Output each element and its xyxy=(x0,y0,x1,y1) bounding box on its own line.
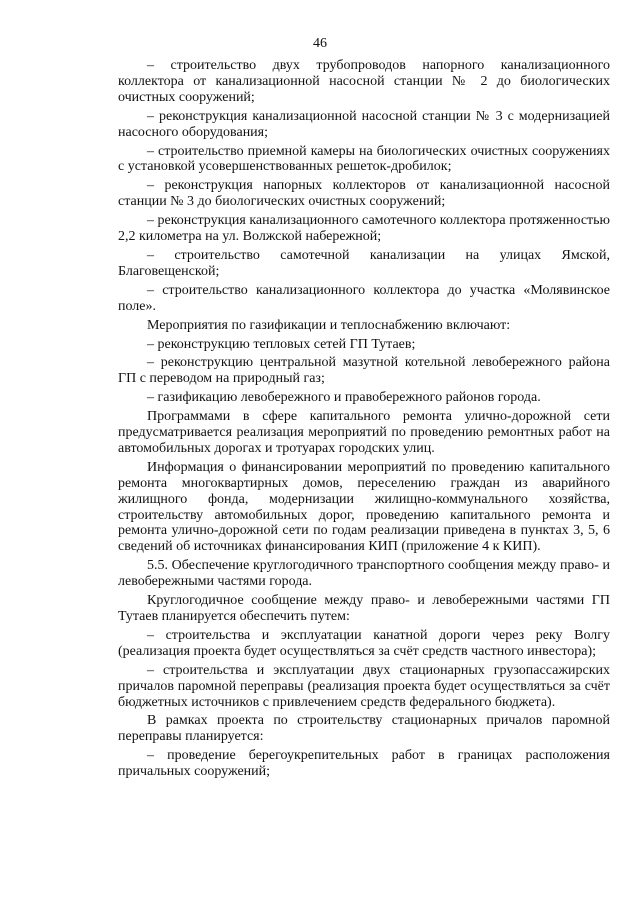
paragraph-9: – реконструкцию тепловых сетей ГП Тутаев; xyxy=(147,336,416,352)
paragraph-12: Программами в сфере капитального ремонта улично-дорожной сети предусматривается реализация мероприятий по проведению ремонтных работ на автомобильных дорогах и тротуарах городских улиц. xyxy=(118,409,610,456)
paragraph-7: – строительство канализационного коллектора до участка «Молявинское поле». xyxy=(118,282,610,314)
paragraph-3: – строительство приемной камеры на биологических очистных сооружениях с установкой усовершенствованных решеток-дробилок; xyxy=(118,143,610,175)
paragraph-11: – газификацию левобережного и правобережного районов города. xyxy=(147,390,541,406)
paragraph-4: – реконструкция напорных коллекторов от канализационной насосной станции № 3 до биологических очистных сооружений; xyxy=(118,178,610,210)
paragraph-16: – строительства и эксплуатации канатной дороги через реку Волгу (реализация проекта будет осуществляться за счёт средств частного инвестора); xyxy=(118,627,610,659)
paragraph-19: – проведение берегоукрепительных работ в границах расположения причальных сооружений; xyxy=(118,748,610,780)
paragraph-8: Мероприятия по газификации и теплоснабжению включают: xyxy=(147,317,511,333)
paragraph-18: В рамках проекта по строительству стационарных причалов паромной переправы планируется: xyxy=(118,713,610,745)
paragraph-5: – реконструкция канализационного самотечного коллектора протяженностью 2,2 километра на ул. Волжской набережной; xyxy=(118,213,610,245)
paragraph-15: Круглогодичное сообщение между право- и левобережными частями ГП Тутаев планируется обеспечить путем: xyxy=(118,593,610,624)
paragraph-10: – реконструкцию центральной мазутной котельной левобережного района ГП с переводом на природный газ; xyxy=(118,355,610,387)
page-number: 46 xyxy=(313,36,327,51)
paragraph-2: – реконструкция канализационной насосной станции № 3 с модернизацией насосного оборудования; xyxy=(118,108,610,140)
paragraph-17: – строительства и эксплуатации двух стационарных грузопассажирских причалов паромной переправы (реализация проекта будет осуществляться за счёт бюджетных источников с привлечением средств федерального бюджета). xyxy=(118,662,610,710)
section-heading-5-5: 5.5. Обеспечение круглогодичного транспортного сообщения между право- и левобережными частями города. xyxy=(118,558,610,590)
paragraph-13: Информация о финансировании мероприятий по проведению капитального ремонта многоквартирных домов, переселению граждан из аварийного жилищного фонда, модернизации жилищно-коммунального хозяйства, строительству автомобильных дорог, проведению капитального ремонта и ремонта улично-дорожной сети по годам реализации приведена в пунктах 3, 5, 6 сведений об источниках финансирования КИП (приложение 4 к КИП). xyxy=(118,459,610,555)
page-body xyxy=(118,58,610,783)
paragraph-1: – строительство двух трубопроводов напорного канализационного коллектора от канализационной насосной станции № 2 до биологических очистных сооружений; xyxy=(118,58,610,105)
paragraph-6: – строительство самотечной канализации на улицах Ямской, Благовещенской; xyxy=(118,247,610,279)
